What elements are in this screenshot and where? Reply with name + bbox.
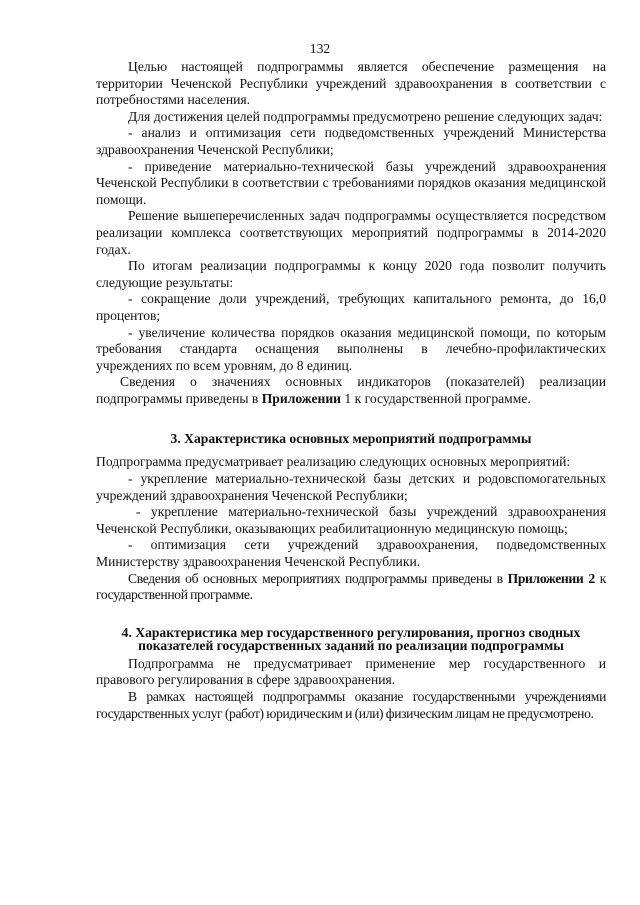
appendix-reference-bold: Приложении [261,390,341,406]
result-item-repair: - сокращение доли учреждений, требующих капитального ремонта, до 16,0 процентов; [96,291,606,323]
page-content [96,59,606,722]
measures-reference-tail: к государственной программе. [96,570,606,603]
page-number: 132 [309,41,331,56]
task-item-equipment: - приведение материально-технической базы учреждений здравоохранения Чеченской Республики в соответствии с требованиями порядков оказания медицинской помощи. [96,158,606,207]
measure-item-rehab: - укрепление материально-технической базы учреждений здравоохранения Чеченской Республики, оказывающих реабилитационную медицинскую помощь; [96,504,606,536]
state-services-paragraph: В рамках настоящей подпрограммы оказание государственными учреждениями государственных услуг (работ) юридическим и (или) физическим лицам не предусмотрено. [96,689,606,721]
section-3-heading: 3. Характеристика основных мероприятий подпрограммы [170,431,532,447]
indicators-reference-text: Сведения о значениях основных индикаторов (показателей) реализации подпрограммы приведены в [96,374,606,406]
section-4-heading: 4. Характеристика мер государственного регулирования, прогноз сводных показателей государственных заданий по реализации подпрограммы [121,624,581,653]
goal-paragraph: Целью настоящей подпрограммы является обеспечение размещения на территории Чеченской Республики учреждений здравоохранения в соответствии с потребностями населения. [96,59,606,108]
regulation-paragraph: Подпрограмма не предусматривает применение мер государственного и правового регулирования в сфере здравоохранения. [96,655,606,688]
tasks-solution-paragraph: Решение вышеперечисленных задач подпрограммы осуществляется посредством реализации комплекса соответствующих мероприятий подпрограммы в 2014-2020 годах. [96,208,606,257]
indicators-reference-tail: 1 к государственной программе. [341,390,531,406]
measures-reference-paragraph [96,571,606,604]
results-intro-paragraph: По итогам реализации подпрограммы к концу 2020 года позволит получить следующие результаты: [96,258,606,290]
appendix-2-reference-bold: Приложении 2 [507,570,595,586]
measure-item-children: - укрепление материально-технической базы детских и родовспомогательных учреждений здравоохранения Чеченской Республики; [96,471,606,503]
indicators-reference-paragraph [96,374,606,407]
measures-reference-text: Сведения об основных мероприятиях подпрограммы приведены в [128,570,508,586]
tasks-intro-paragraph: Для достижения целей подпрограммы предусмотрено решение следующих задач: [128,108,603,124]
task-item-analysis: - анализ и оптимизация сети подведомственных учреждений Министерства здравоохранения Чеченской Республики; [96,125,606,157]
measures-intro-paragraph: Подпрограмма предусматривает реализацию следующих основных мероприятий: [96,454,571,470]
result-item-standards: - увеличение количества порядков оказания медицинской помощи, по которым требования стандарта оснащения выполнены в лечебно-профилактических учреждениях по всем уровням, до 8 единиц. [96,324,606,373]
measure-item-optimization: - оптимизация сети учреждений здравоохранения, подведомственных Министерству здравоохранения Чеченской Республики. [96,537,606,570]
